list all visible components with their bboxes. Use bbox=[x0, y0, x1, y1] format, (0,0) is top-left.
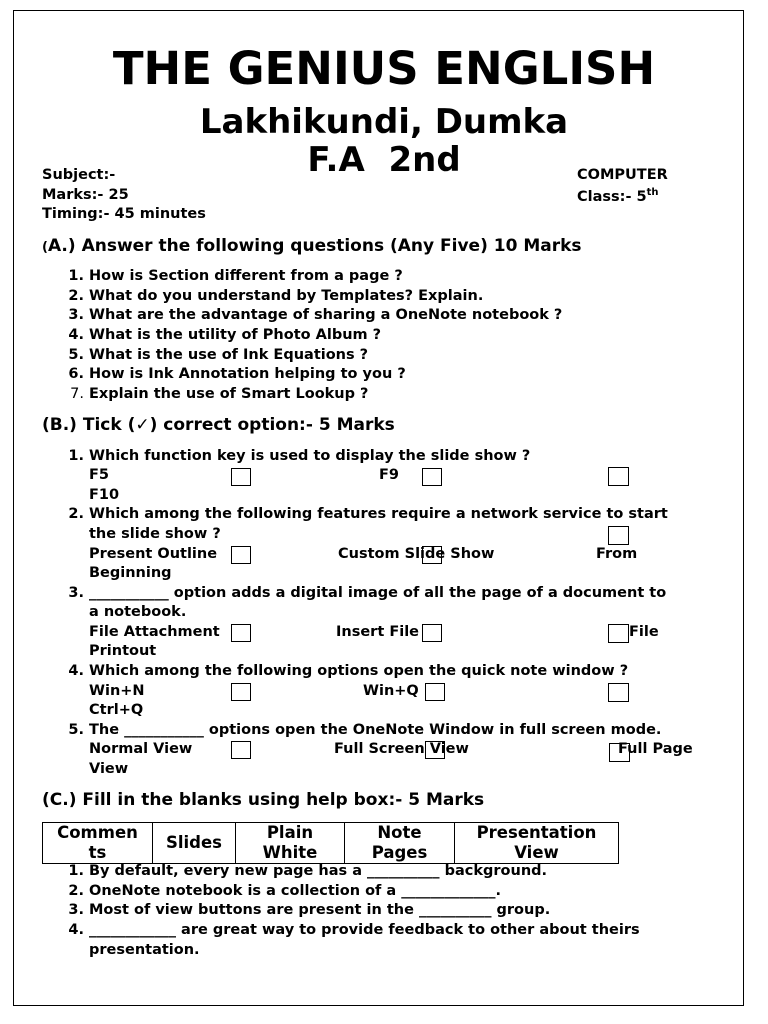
subject-value: COMPUTER bbox=[577, 167, 668, 183]
mcq-option-3: F10 bbox=[89, 487, 120, 503]
school-name: THE GENIUS ENGLISH bbox=[112, 42, 656, 95]
checkbox-option-3[interactable] bbox=[608, 526, 629, 545]
section-a-heading: (A.) Answer the following questions (Any Five) 10 Marks bbox=[42, 236, 582, 256]
mcq-question-cont: the slide show ? bbox=[89, 526, 221, 542]
mcq-option-3-cont: View bbox=[89, 761, 129, 777]
checkbox-option-1[interactable] bbox=[231, 624, 251, 642]
mcq-option-2: F9 bbox=[379, 467, 399, 483]
section-c-heading: (C.) Fill in the blanks using help box:- 5 Marks bbox=[42, 790, 485, 810]
mcq-option-3: Ctrl+Q bbox=[89, 702, 144, 718]
mcq-number: 2. bbox=[68, 506, 84, 522]
checkbox-option-2[interactable] bbox=[422, 546, 442, 564]
mcq-question: ___________ option adds a digital image of all the page of a document to bbox=[89, 585, 667, 601]
mcq-question: Which among the following features require a network service to start bbox=[89, 506, 668, 522]
mcq-question: The ___________ options open the OneNote Window in full screen mode. bbox=[89, 722, 662, 738]
list-item-number: 3. bbox=[68, 902, 84, 918]
list-item-number: 4. bbox=[68, 327, 84, 343]
help-box-cell: Presentation View bbox=[455, 823, 619, 864]
list-item: Most of view buttons are present in the __________ group. bbox=[89, 902, 551, 918]
timing-label: Timing:- 45 minutes bbox=[42, 206, 206, 222]
checkbox-option-1[interactable] bbox=[231, 741, 251, 759]
list-item-number: 6. bbox=[68, 366, 84, 382]
list-item-number: 3. bbox=[68, 307, 84, 323]
checkbox-option-1[interactable] bbox=[231, 683, 251, 701]
mcq-option-2: Full Screen View bbox=[334, 741, 469, 757]
class-label: Class:- 5th bbox=[577, 187, 659, 205]
mcq-option-2: Insert File bbox=[336, 624, 419, 640]
checkbox-option-3[interactable] bbox=[608, 683, 629, 702]
mcq-option-3: File bbox=[629, 624, 659, 640]
list-item: How is Section different from a page ? bbox=[89, 268, 403, 284]
mcq-number: 5. bbox=[68, 722, 84, 738]
section-b-heading: (B.) Tick (✓) correct option:- 5 Marks bbox=[42, 415, 395, 435]
mcq-option-1: F5 bbox=[89, 467, 109, 483]
class-superscript: th bbox=[646, 187, 659, 198]
mcq-option-2: Custom Slide Show bbox=[338, 546, 495, 562]
help-box-cell: Slides bbox=[153, 823, 236, 864]
list-item-number: 7. bbox=[70, 386, 84, 402]
mcq-option-1: Win+N bbox=[89, 683, 145, 699]
mcq-question: Which function key is used to display the slide show ? bbox=[89, 448, 531, 464]
list-item: What is the utility of Photo Album ? bbox=[89, 327, 382, 343]
subject-label: Subject:- bbox=[42, 167, 116, 183]
mcq-option-1: File Attachment bbox=[89, 624, 220, 640]
list-item: ____________ are great way to provide feedback to other about theirs bbox=[89, 922, 640, 938]
list-item-number: 4. bbox=[68, 922, 84, 938]
checkbox-option-2[interactable] bbox=[422, 468, 442, 486]
mcq-question-cont: a notebook. bbox=[89, 604, 187, 620]
help-box bbox=[42, 822, 619, 864]
list-item: How is Ink Annotation helping to you ? bbox=[89, 366, 406, 382]
mcq-option-3: From bbox=[596, 546, 638, 562]
checkbox-option-2[interactable] bbox=[425, 741, 445, 759]
list-item: What are the advantage of sharing a OneNote notebook ? bbox=[89, 307, 563, 323]
mcq-number: 4. bbox=[68, 663, 84, 679]
list-item: What do you understand by Templates? Explain. bbox=[89, 288, 484, 304]
checkbox-option-3[interactable] bbox=[608, 624, 629, 643]
school-location: Lakhikundi, Dumka bbox=[199, 102, 569, 142]
help-box-cell: Note Pages bbox=[345, 823, 455, 864]
list-item-number: 5. bbox=[68, 347, 84, 363]
list-item-number: 1. bbox=[68, 863, 84, 879]
mcq-option-3-cont: Printout bbox=[89, 643, 157, 659]
mcq-question: Which among the following options open the quick note window ? bbox=[89, 663, 629, 679]
mcq-number: 1. bbox=[68, 448, 84, 464]
list-item-number: 2. bbox=[68, 288, 84, 304]
list-item: What is the use of Ink Equations ? bbox=[89, 347, 369, 363]
help-box-cell: Commen ts bbox=[43, 823, 153, 864]
list-item-number: 2. bbox=[68, 883, 84, 899]
mcq-option-3-cont: Beginning bbox=[89, 565, 172, 581]
checkbox-option-2[interactable] bbox=[425, 683, 445, 701]
list-item-number: 1. bbox=[68, 268, 84, 284]
checkbox-option-1[interactable] bbox=[231, 546, 251, 564]
list-item: Explain the use of Smart Lookup ? bbox=[89, 386, 369, 402]
marks-label: Marks:- 25 bbox=[42, 187, 129, 203]
exam-title: F.A 2nd bbox=[307, 140, 461, 180]
checkbox-option-1[interactable] bbox=[231, 468, 251, 486]
list-item-cont: presentation. bbox=[89, 942, 200, 958]
mcq-option-1: Present Outline bbox=[89, 546, 218, 562]
mcq-option-1: Normal View bbox=[89, 741, 193, 757]
mcq-option-2: Win+Q bbox=[363, 683, 419, 699]
checkbox-option-2[interactable] bbox=[422, 624, 442, 642]
mcq-number: 3. bbox=[68, 585, 84, 601]
checkbox-option-3[interactable] bbox=[608, 467, 629, 486]
mcq-option-3: Full Page bbox=[618, 741, 693, 757]
help-box-cell: Plain White bbox=[236, 823, 345, 864]
list-item: OneNote notebook is a collection of a _____________. bbox=[89, 883, 501, 899]
list-item: By default, every new page has a __________ background. bbox=[89, 863, 548, 879]
